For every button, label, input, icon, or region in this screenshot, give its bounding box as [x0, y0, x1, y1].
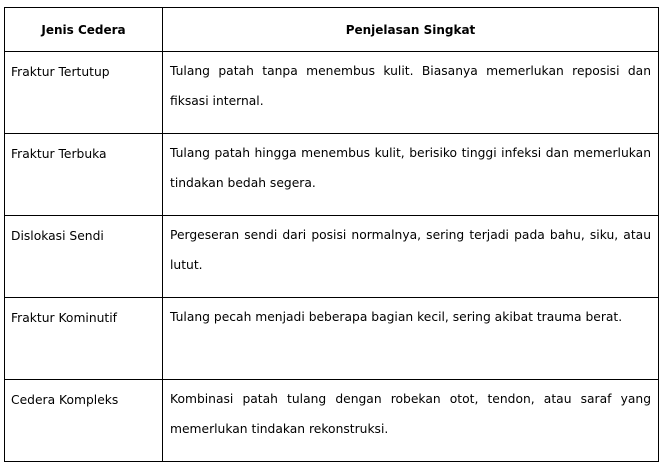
- column-header-description: Penjelasan Singkat: [163, 8, 659, 52]
- injury-description-cell: Tulang patah tanpa menembus kulit. Biasanya memerlukan reposisi dan fiksasi internal.: [163, 52, 659, 134]
- injury-type-cell: Dislokasi Sendi: [5, 216, 163, 298]
- injury-type-cell: Fraktur Kominutif: [5, 298, 163, 380]
- injury-type-cell: Fraktur Tertutup: [5, 52, 163, 134]
- table-row: [5, 380, 659, 462]
- table-row: [5, 216, 659, 298]
- injury-type-cell: Cedera Kompleks: [5, 380, 163, 462]
- table-header-row: [5, 8, 659, 52]
- table-row: [5, 298, 659, 380]
- injury-description-cell: Tulang patah hingga menembus kulit, berisiko tinggi infeksi dan memerlukan tindakan bedah segera.: [163, 134, 659, 216]
- table-row: [5, 134, 659, 216]
- column-header-type: Jenis Cedera: [5, 8, 163, 52]
- injury-table: [4, 7, 659, 462]
- injury-description-cell: Pergeseran sendi dari posisi normalnya, sering terjadi pada bahu, siku, atau lutut.: [163, 216, 659, 298]
- injury-description-cell: Tulang pecah menjadi beberapa bagian kecil, sering akibat trauma berat.: [163, 298, 659, 380]
- injury-type-cell: Fraktur Terbuka: [5, 134, 163, 216]
- table-row: [5, 52, 659, 134]
- injury-description-cell: Kombinasi patah tulang dengan robekan otot, tendon, atau saraf yang memerlukan tindakan rekonstruksi.: [163, 380, 659, 462]
